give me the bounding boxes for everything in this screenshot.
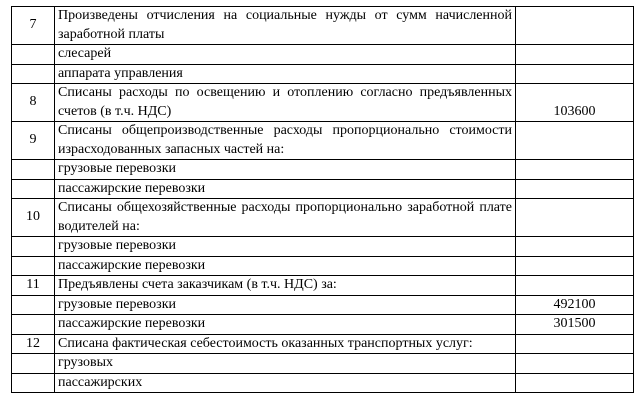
table-row bbox=[12, 295, 634, 315]
table-row bbox=[12, 45, 634, 65]
operation-subitem: пассажирские перевозки bbox=[55, 315, 516, 335]
amount-cell: 492100 bbox=[516, 295, 634, 315]
operation-text: Списаны общепроизводственные расходы пропорционально стоимости израсходованных запасных частей на: bbox=[55, 122, 516, 160]
operations-table bbox=[11, 6, 634, 393]
operation-subitem: аппарата управления bbox=[55, 64, 516, 84]
operation-subitem: пассажирских bbox=[55, 373, 516, 393]
amount-cell: 103600 bbox=[516, 84, 634, 122]
operation-text: Списаны расходы по освещению и отоплению согласно предъявленных счетов (в т.ч. НДС) bbox=[55, 84, 516, 122]
table-row bbox=[12, 122, 634, 160]
operation-text: Списаны общехозяйственные расходы пропорционально заработной плате водителей на: bbox=[55, 199, 516, 237]
row-number: 9 bbox=[12, 122, 55, 160]
row-number: 12 bbox=[12, 334, 55, 354]
row-number bbox=[12, 45, 55, 65]
amount-cell: 301500 bbox=[516, 315, 634, 335]
amount-cell bbox=[516, 64, 634, 84]
operation-subitem: грузовые перевозки bbox=[55, 237, 516, 257]
row-number bbox=[12, 354, 55, 374]
amount-cell bbox=[516, 7, 634, 45]
operation-text: Предъявлены счета заказчикам (в т.ч. НДС) за: bbox=[55, 276, 516, 296]
table-row bbox=[12, 334, 634, 354]
table-row bbox=[12, 199, 634, 237]
amount-cell bbox=[516, 237, 634, 257]
operation-subitem: пассажирские перевозки bbox=[55, 256, 516, 276]
operation-subitem: грузовые перевозки bbox=[55, 160, 516, 180]
row-number: 7 bbox=[12, 7, 55, 45]
row-number bbox=[12, 256, 55, 276]
row-number bbox=[12, 295, 55, 315]
table-row bbox=[12, 256, 634, 276]
operation-subitem: слесарей bbox=[55, 45, 516, 65]
row-number bbox=[12, 179, 55, 199]
amount-cell bbox=[516, 373, 634, 393]
row-number bbox=[12, 237, 55, 257]
operation-subitem: грузовые перевозки bbox=[55, 295, 516, 315]
row-number bbox=[12, 373, 55, 393]
amount-cell bbox=[516, 122, 634, 160]
operation-subitem: грузовых bbox=[55, 354, 516, 374]
row-number: 10 bbox=[12, 199, 55, 237]
amount-cell bbox=[516, 160, 634, 180]
table-row bbox=[12, 276, 634, 296]
operation-text: Произведены отчисления на социальные нужды от сумм начисленной заработной платы bbox=[55, 7, 516, 45]
table-row bbox=[12, 64, 634, 84]
amount-cell bbox=[516, 256, 634, 276]
row-number: 11 bbox=[12, 276, 55, 296]
table-row bbox=[12, 7, 634, 45]
amount-cell bbox=[516, 334, 634, 354]
operation-subitem: пассажирские перевозки bbox=[55, 179, 516, 199]
amount-cell bbox=[516, 179, 634, 199]
table-row bbox=[12, 373, 634, 393]
row-number bbox=[12, 315, 55, 335]
operation-text: Списана фактическая себестоимость оказанных транспортных услуг: bbox=[55, 334, 516, 354]
row-number bbox=[12, 64, 55, 84]
table-row bbox=[12, 237, 634, 257]
table-row bbox=[12, 84, 634, 122]
amount-cell bbox=[516, 199, 634, 237]
row-number: 8 bbox=[12, 84, 55, 122]
row-number bbox=[12, 160, 55, 180]
table-row bbox=[12, 354, 634, 374]
table-row bbox=[12, 315, 634, 335]
table-row bbox=[12, 179, 634, 199]
table-row bbox=[12, 160, 634, 180]
amount-cell bbox=[516, 276, 634, 296]
amount-cell bbox=[516, 354, 634, 374]
amount-cell bbox=[516, 45, 634, 65]
